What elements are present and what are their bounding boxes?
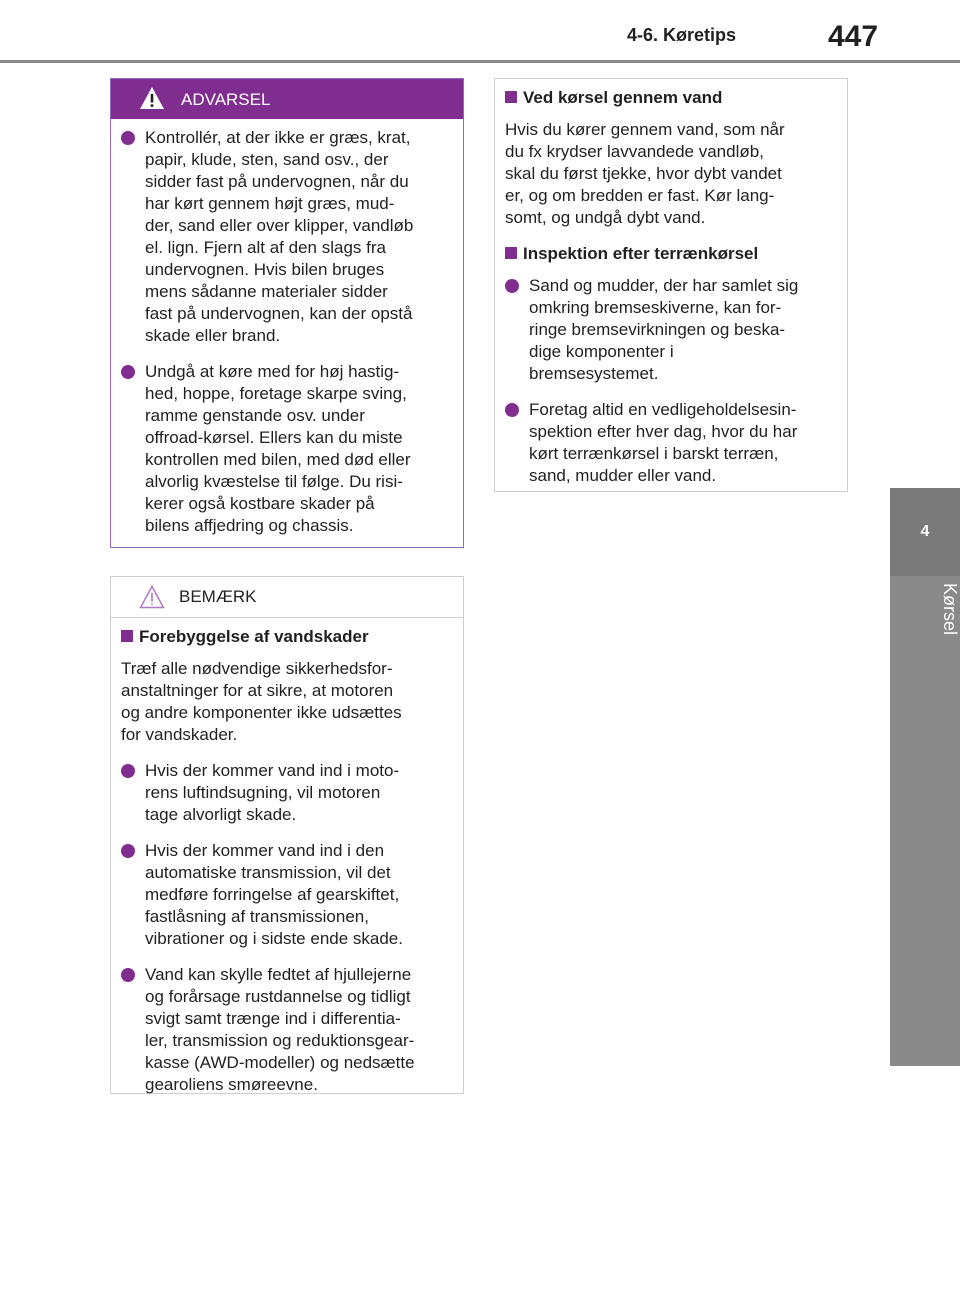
warning-box <box>110 78 464 548</box>
page-number: 447 <box>828 20 879 53</box>
chapter-label-wrap <box>890 583 960 673</box>
info-item-text: Foretag altid en vedligeholdelsesin- spektion efter hver dag, hvor du har kørt terrænkørsel i barskt terræn, sand, mudder eller vand. <box>529 400 798 485</box>
info-heading <box>505 87 833 109</box>
note-item-text: Vand kan skylle fedtet af hjullejerne og forårsage rustdannelse og tidligt svigt samt trænge ind i differentia- ler, transmission og reduktionsgear- kasse (AWD-modeller) og nedsætte gearoliens smøreevne. <box>145 965 415 1094</box>
warning-triangle-icon <box>139 86 165 110</box>
info-box <box>494 78 848 492</box>
note-header <box>111 577 463 618</box>
heading-square-icon <box>505 247 517 259</box>
chapter-side-tab <box>890 488 960 1066</box>
info-item-text: Sand og mudder, der har samlet sig omkring bremseskiverne, kan for- ringe bremsevirkningen og beska- dige komponenter i bremsesystemet. <box>529 276 799 383</box>
bullet-dot-icon <box>121 365 135 379</box>
note-heading <box>121 626 449 648</box>
note-item-text: Hvis der kommer vand ind i moto- rens luftindsugning, vil motoren tage alvorligt skade. <box>145 761 400 824</box>
warning-item-text: Undgå at køre med for høj hastig- hed, hoppe, foretage skarpe sving, ramme genstande osv. under offroad-kørsel. Ellers kan du miste kontrollen med bilen, med død eller alvorlig kvæstelse til følge. Du risi- kerer også kostbare skader på bilens affjedring og chassis. <box>145 362 411 535</box>
heading-square-icon <box>505 91 517 103</box>
bullet-dot-icon <box>121 131 135 145</box>
bullet-dot-icon <box>505 279 519 293</box>
warning-item <box>121 361 449 537</box>
warning-title: ADVARSEL <box>181 90 271 109</box>
note-item <box>121 964 449 1096</box>
note-item <box>121 760 449 826</box>
caution-triangle-outline-icon <box>139 585 165 609</box>
note-content <box>111 618 463 1096</box>
note-item <box>121 840 449 950</box>
bullet-dot-icon <box>505 403 519 417</box>
header-divider <box>0 60 960 63</box>
info-content <box>495 79 847 487</box>
info-paragraph: Hvis du kører gennem vand, som når du fx krydser lavvandede vandløb, skal du først tjekke, hvor dybt vandet er, og om bredden er fast. Kør lang- somt, og undgå dybt vand. <box>505 120 785 227</box>
info-heading-text: Inspektion efter terrænkørsel <box>523 244 759 263</box>
info-heading-text: Ved kørsel gennem vand <box>523 88 723 107</box>
note-intro: Træf alle nødvendige sikkerhedsfor- anstaltninger for at sikre, at motoren og andre komponenter ikke udsættes for vandskader. <box>121 659 402 744</box>
header-section-title: 4-6. Køretips <box>627 25 737 45</box>
info-heading <box>505 243 833 265</box>
warning-item-text: Kontrollér, at der ikke er græs, krat, papir, klude, sten, sand osv., der sidder fast på undervognen, når du har kørt gennem højt græs, mud- der, sand eller over klipper, vandløb el. lign. Fjern alt af den slags fra undervognen. Hvis bilen bruges mens sådanne materialer sidder fast på undervognen, kan der opstå skade eller brand. <box>145 128 414 345</box>
note-heading-text: Forebyggelse af vandskader <box>139 627 369 646</box>
chapter-number: 4 <box>890 488 960 576</box>
warning-content <box>111 119 463 537</box>
bullet-dot-icon <box>121 844 135 858</box>
chapter-label: Kørsel <box>940 583 960 636</box>
note-title: BEMÆRK <box>179 587 257 606</box>
info-item <box>505 275 833 385</box>
warning-header <box>111 79 463 119</box>
heading-square-icon <box>121 630 133 642</box>
info-item <box>505 399 833 487</box>
note-box <box>110 576 464 1094</box>
note-item-text: Hvis der kommer vand ind i den automatiske transmission, vil det medføre forringelse af gearskiftet, fastlåsning af transmissionen, vibrationer og i sidste ende skade. <box>145 841 403 948</box>
bullet-dot-icon <box>121 968 135 982</box>
bullet-dot-icon <box>121 764 135 778</box>
warning-item <box>121 127 449 347</box>
